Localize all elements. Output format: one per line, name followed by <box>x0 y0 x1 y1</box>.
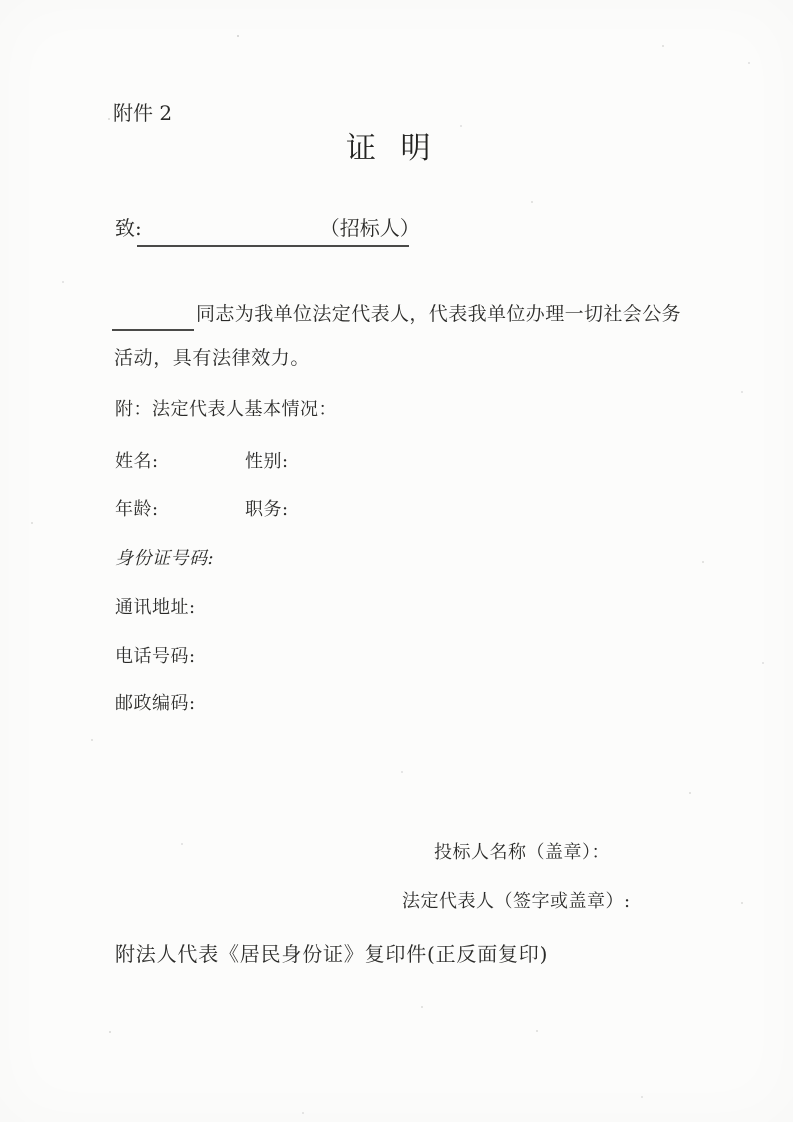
field-label-address: 通讯地址: <box>115 597 196 618</box>
field-label-postal-code: 邮政编码: <box>115 693 196 714</box>
field-label-id-number: 身份证号码: <box>115 548 215 569</box>
field-label-age: 年龄: <box>115 499 159 520</box>
field-label-gender: 性别: <box>245 451 289 472</box>
field-label-name: 姓名: <box>115 451 159 472</box>
signature-line-legal-representative: 法定代表人（签字或盖章）: <box>402 891 631 912</box>
recipient-underline <box>137 245 409 247</box>
to-line <box>115 216 420 241</box>
body-line-2: 活动，具有法律效力。 <box>114 347 311 369</box>
body-line-1: 同志为我单位法定代表人，代表我单位办理一切社会公务 <box>196 303 682 325</box>
basic-info-heading: 附：法定代表人基本情况： <box>115 399 337 420</box>
representative-name-blank <box>112 329 194 331</box>
field-label-phone: 电话号码: <box>115 646 196 667</box>
recipient-label: （招标人） <box>319 216 420 240</box>
document-title: 证 明 <box>346 131 431 166</box>
attachment-label: 附件 2 <box>113 101 173 125</box>
footer-note: 附法人代表《居民身份证》复印件(正反面复印) <box>115 942 549 966</box>
scan-noise <box>0 0 2 2</box>
to-prefix: 致: <box>115 216 142 240</box>
signature-line-bidder-name: 投标人名称（盖章）： <box>434 842 610 863</box>
field-label-position: 职务: <box>245 499 289 520</box>
